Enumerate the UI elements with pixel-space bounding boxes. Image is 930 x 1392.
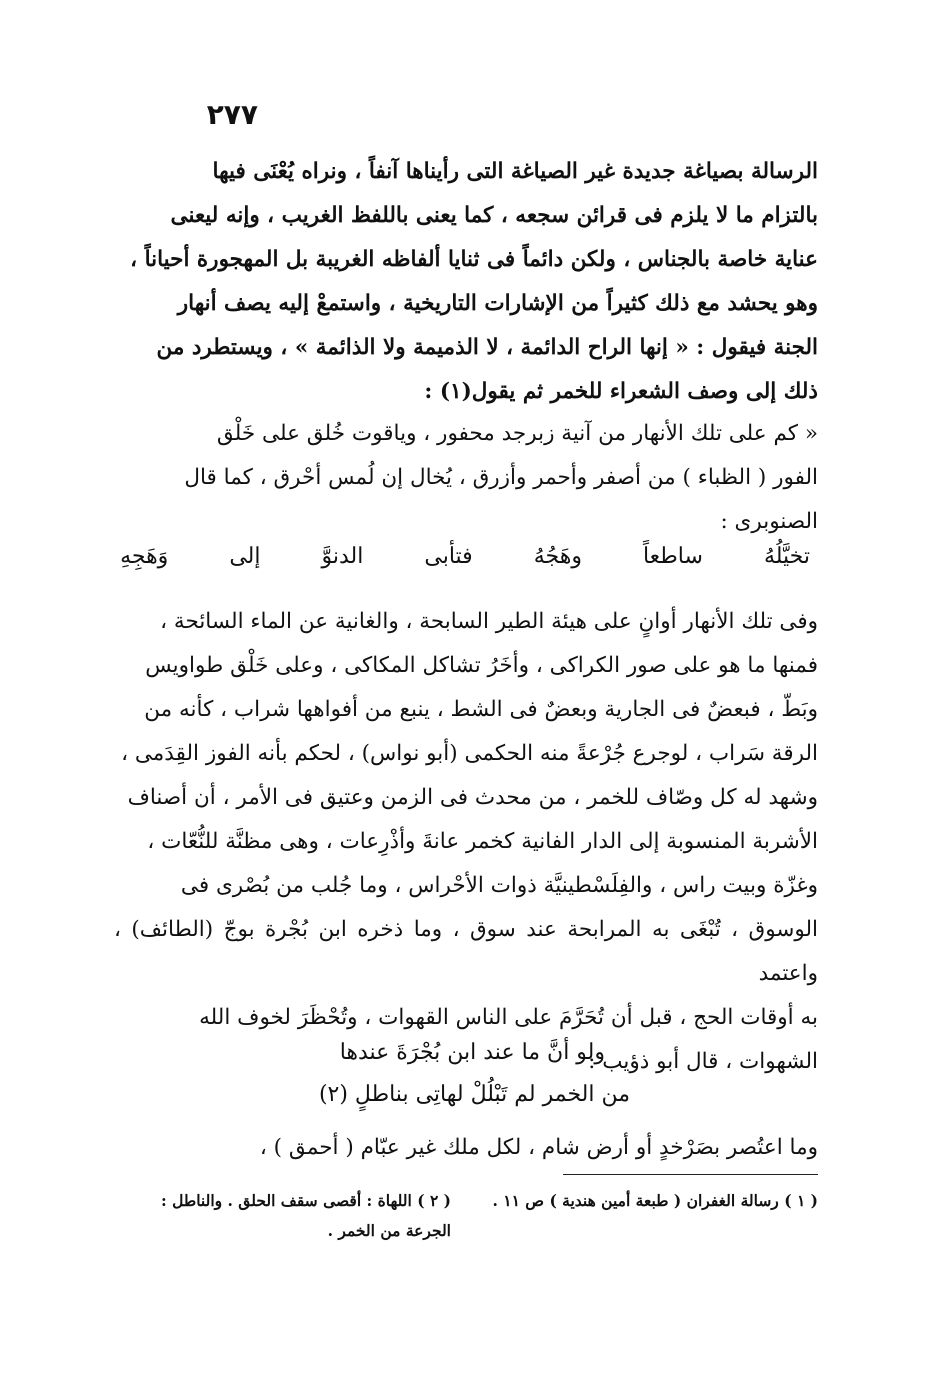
verse-word: تخيَّلُهُ xyxy=(763,544,810,569)
verse-1 xyxy=(120,544,810,569)
footnote-2: ( ٢ ) اللهاة : أقصى سقف الحلق . والناطل : الجرعة من الخمر . xyxy=(161,1191,451,1240)
text-line: وفى تلك الأنهار أوانٍ على هيئة الطير السابحة ، والغانية عن الماء السائحة ، xyxy=(160,609,818,634)
footnote-1: ( ١ ) رسالة الغفران ( طبعة أمين هندية ) ص ١١ . xyxy=(492,1191,818,1210)
verse-2-line-2: من الخمر لم تَبْلُلْ لهاتِى بناطلٍ (٢) xyxy=(318,1082,630,1107)
text-line: « كم على تلك الأنهار من آنية زبرجد محفور ، وياقوت خُلق على خَلْق xyxy=(216,421,818,446)
verse-word: إلى xyxy=(229,544,261,569)
page-number: ٢٧٧ xyxy=(206,98,258,131)
text-line: الرسالة بصياغة جديدة غير الصياغة التى رأيناها آنفاً ، ونراه يُعْنَى فيها xyxy=(212,159,818,184)
text-line: وهو يحشد مع ذلك كثيراً من الإشارات التاريخية ، واستمعْ إليه يصف أنهار xyxy=(177,291,818,316)
verse-word: وَهَجِهِ xyxy=(120,544,169,569)
text-line: الجنة فيقول : « إنها الراح الدائمة ، لا الذميمة ولا الذائمة » ، ويستطرد من xyxy=(156,335,818,360)
text-line: الوسوق ، تُبْغَى به المرابحة عند سوق ، وما ذخره ابن بُجْرة بوجّ (الطائف) ، واعتمد xyxy=(114,917,818,986)
text-line: به أوقات الحج ، قبل أن تُحَرَّمَ على الناس القهوات ، وتُحْظَرَ لخوف الله xyxy=(199,1005,818,1030)
verse-word: ساطعاً xyxy=(642,544,703,569)
text-line: وشهد له كل وصّاف للخمر ، من محدث فى الزمن وعتيق فى الأمر ، أن أصناف xyxy=(127,785,818,810)
text-line: الشهوات ، قال أبو ذؤيب : xyxy=(588,1049,818,1074)
verse-word: الدنوَّ xyxy=(321,544,364,569)
text-line: فمنها ما هو على صور الكراكى ، وأخَرُ تشاكل المكاكى ، وعلى خَلْق طواويس xyxy=(145,653,818,678)
text-line: الرقة سَراب ، لوجرع جُرْعةً منه الحكمى (أبو نواس) ، لحكم بأنه الفوز القِدَمى ، xyxy=(121,741,818,766)
text-line: الفور ( الظباء ) من أصفر وأحمر وأزرق ، يُخال إن لُمس أحْرق ، كما قال xyxy=(184,465,818,490)
text-line: عناية خاصة بالجناس ، ولكن دائماً فى ثنايا ألفاظه الغريبة بل المهجورة أحياناً ، xyxy=(130,247,818,272)
text-line: الأشربة المنسوبة إلى الدار الفانية كخمر عانةَ وأذْرِعات ، وهى مظنَّة للنُّعّات ، xyxy=(147,829,818,854)
verse-2-line-1: ولو أنَّ ما عند ابن بُجْرَةَ عندها xyxy=(339,1040,605,1065)
text-line: الصنوبرى : xyxy=(720,509,818,534)
paragraph-1 xyxy=(114,150,818,414)
paragraph-3 xyxy=(114,600,818,1084)
text-line: وما اعتُصر بصَرْخدٍ أو أرض شام ، لكل ملك غير عبّام ( أحمق ) ، xyxy=(259,1135,818,1160)
footnote-divider xyxy=(563,1174,818,1175)
paragraph-4 xyxy=(114,1126,818,1170)
text-line: بالتزام ما لا يلزم فى قرائن سجعه ، كما يعنى باللفظ الغريب ، وإنه ليعنى xyxy=(170,203,818,228)
text-line: وغزّة وبيت راس ، والفِلَسْطينيَّة ذوات الأحْراس ، وما جُلب من بُصْرى فى xyxy=(180,873,818,898)
text-line: وبَطّ ، فبعضٌ فى الجارية وبعضٌ فى الشط ، ينبع من أفواهها شراب ، كأنه من xyxy=(144,697,818,722)
verse-word: وهَجُهُ xyxy=(533,544,582,569)
paragraph-2 xyxy=(114,412,818,544)
text-line: ذلك إلى وصف الشعراء للخمر ثم يقول(١) : xyxy=(424,379,818,404)
footnotes xyxy=(114,1186,818,1246)
verse-word: فتأبى xyxy=(424,544,473,569)
